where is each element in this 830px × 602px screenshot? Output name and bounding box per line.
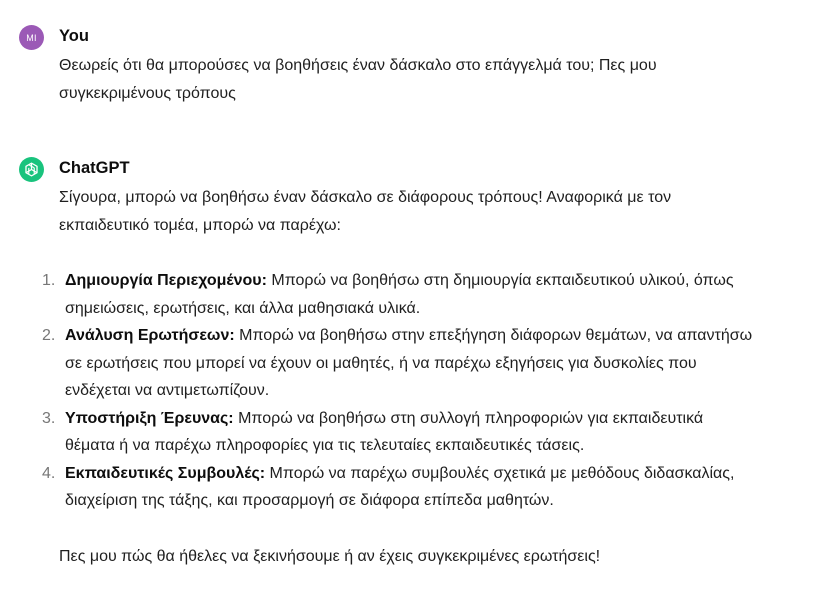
assistant-closing-text: Πες μου πώς θα ήθελες να ξεκινήσουμε ή αν έχεις συγκεκριμένες ερωτήσεις! [59,547,601,565]
list-item-number: 3. [42,409,56,427]
user-avatar-initials: MI [26,32,37,43]
list-item [42,322,824,405]
list-item-title: Ανάλυση Ερωτήσεων: [65,327,235,344]
assistant-author-name: ChatGPT [59,159,130,177]
user-avatar [19,25,44,50]
list-item-text: διαχείριση της τάξης, και προσαρμογή σε διάφορα επίπεδα μαθητών. [65,492,554,509]
user-author-name: You [59,27,89,45]
list-item-text: θέματα ή να παρέχω πληροφορίες για τις τελευταίες εκπαιδευτικές τάσεις. [65,437,585,454]
list-item-number: 1. [42,272,56,289]
user-message-line: Θεωρείς ότι θα μπορούσες να βοηθήσεις έναν δάσκαλο στο επάγγελμά του; Πες μου [59,57,657,74]
list-item-text: σε ερωτήσεις που μπορεί να έχουν οι μαθητές, ή να παρέχω εξηγήσεις για δυσκολίες που [65,354,697,372]
assistant-intro-line: εκπαιδευτικό τομέα, μπορώ να παρέχω: [59,216,341,234]
user-message [0,24,830,102]
user-message-header [0,24,830,50]
user-message-line: συγκεκριμένους τρόπους [59,84,236,102]
list-item [42,267,824,322]
list-item [42,460,824,515]
list-item-text: Μπορώ να βοηθήσω στη δημιουργία εκπαιδευτικού υλικού, όπως [266,272,734,289]
openai-logo-icon [19,157,44,182]
list-item-text: Μπορώ να βοηθήσω στη συλλογή πληροφοριών για εκπαιδευτικά [233,409,704,427]
list-item-number: 2. [42,327,56,344]
list-item-title: Υποστήριξη Έρευνας: [65,409,234,427]
assistant-message [0,156,830,565]
assistant-list [42,267,824,515]
list-item-text: σημειώσεις, ερωτήσεις, και άλλα μαθησιακά υλικά. [65,299,421,317]
user-message-body [59,52,824,107]
assistant-intro-line: Σίγουρα, μπορώ να βοηθήσω έναν δάσκαλο σε διάφορους τρόπους! Αναφορικά με τον [59,189,672,206]
list-item-text: ενδέχεται να αντιμετωπίζουν. [65,382,270,399]
assistant-message-header [0,156,830,182]
list-item-title: Δημιουργία Περιεχομένου: [65,272,267,289]
list-item-text: Μπορώ να βοηθήσω στην επεξήγηση διάφορων θεμάτων, να απαντήσω [234,327,753,344]
list-item-text: Μπορώ να παρέχω συμβουλές σχετικά με μεθόδους διδασκαλίας, [265,464,735,482]
list-item [42,405,824,460]
list-item-number: 4. [42,464,56,482]
list-item-title: Εκπαιδευτικές Συμβουλές: [65,464,266,482]
assistant-message-body [42,184,824,570]
